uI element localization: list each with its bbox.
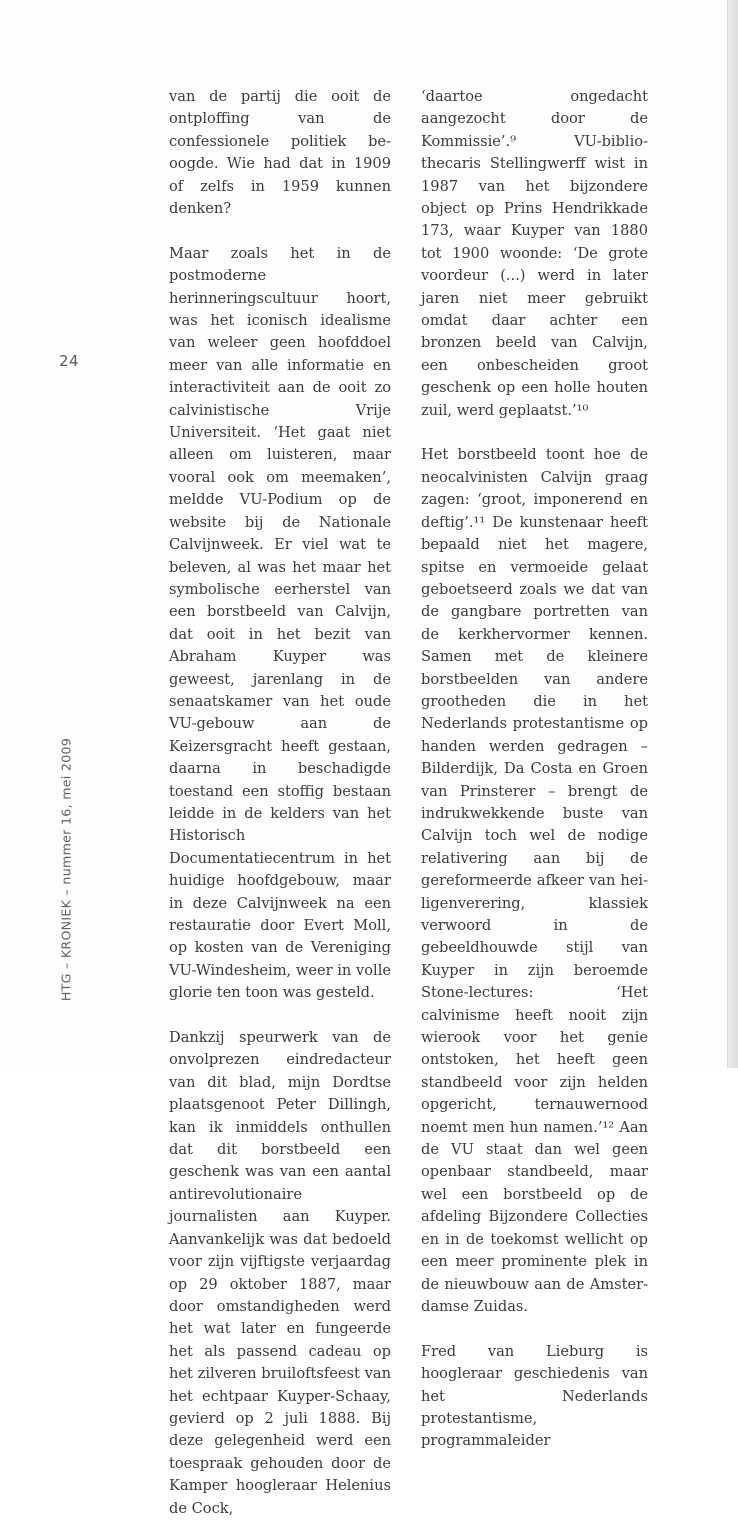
- paragraph: van de partij die ooit de ontploffing van de confessionele politiek beoogde. Wie had dat in 1909 of zelfs in 1959 kunnen denken?: [169, 88, 391, 218]
- page-number: 24: [59, 352, 80, 370]
- paragraph: Het borstbeeld toont hoe de neocalvinisten Calvijn graag zagen: ‘groot, imponerend en deftig’.¹¹ De kunstenaar heeft bepaald niet het magere, spitse en vermoeide gelaat geboetseerd zoals we dat van de gangbare portretten van de kerkhervormer kennen. Samen met de kleinere borstbeelden van andere grootheden die in het Nederlands protestantisme op handen werden gedragen – Bilderdijk, Da Costa en Groen van Prinsterer – brengt de indrukwekkende buste van Calvijn toch wel de nodige relativering aan bij de gereformeerde afkeer van heiligenverering, klassiek verwoord in de gebeeldhouwde stijl van Kuyper in zijn beroemde Stone-lectures: ‘Het calvinisme heeft nooit zijn wierook voor het genie ontstoken, het heeft geen standbeeld voor zijn helden opgericht, ternauwernood noemt men hun namen.’¹² Aan de VU staat dan wel geen openbaar standbeeld, maar wel een borstbeeld op de afdeling Bijzondere Collecties en in de toekomst wellicht op een meer prominente plek in de nieuwbouw aan de Amsterdamse Zuidas.: [421, 446, 648, 1315]
- running-footer: HTG – KRONIEK – nummer 16, mei 2009: [58, 737, 74, 1002]
- text-column-right: [421, 86, 648, 1453]
- page-edge: [727, 0, 738, 1068]
- paragraph: Dankzij speurwerk van de onvolprezen eindredacteur van dit blad, mijn Dordtse plaatsgenoot Peter Dillingh, kan ik inmiddels onthullen dat dit borstbeeld een geschenk was van een aantal antirevolutionaire journalisten aan Kuyper. Aanvankelijk was dat bedoeld voor zijn vijftigste verjaardag op 29 oktober 1887, maar door omstandigheden werd het wat later en fungeerde het als passend cadeau op het zilveren bruiloftsfeest van het echtpaar Kuyper-Schaay, gevierd op 2 juli 1888. Bij deze gelegenheid werd een toespraak gehouden door de Kamper hoogleraar Helenius de Cock,: [169, 1029, 391, 1517]
- paragraph: Maar zoals het in de postmoderne herinneringscultuur hoort, was het iconisch idealisme van weleer geen hoofddoel meer van alle informatie en interactiviteit aan de ooit zo calvinistische Vrije Universiteit. ‘Het gaat niet alleen om luisteren, maar vooral ook om meemaken’, meldde VU-Podium op de website bij de Nationale Calvijnweek. Er viel wat te beleven, al was het maar het symbolische eerherstel van een borstbeeld van Calvijn, dat ooit in het bezit van Abraham Kuyper was geweest, jarenlang in de senaatskamer van het oude VU-gebouw aan de Keizersgracht heeft gestaan, daarna in beschadigde toestand een stoffig bestaan leidde in de kelders van het Historisch Documentatiecentrum in het huidige hoofdgebouw, maar in deze Calvijnweek na een restauratie door Evert Moll, op kosten van de Vereniging VU-Windesheim, weer in volle glorie ten toon was gesteld.: [169, 244, 391, 1002]
- paragraph: ‘daartoe ongedacht aangezocht door de Kommissie’.⁹ VU-bibliothecaris Stellingwerff wist in 1987 van het bijzondere object op Prins Hendrikkade 173, waar Kuyper van 1880 tot 1900 woonde: ‘De grote voordeur (...) werd in later jaren niet meer gebruikt omdat daar achter een bronzen beeld van Calvijn, een onbescheiden groot geschenk op een holle houten zuil, werd geplaatst.’¹⁰: [421, 88, 648, 419]
- text-column-left: [169, 86, 391, 1520]
- paragraph: Fred van Lieburg is hoogleraar geschiedenis van het Nederlands protestantisme, programmaleider: [421, 1342, 648, 1450]
